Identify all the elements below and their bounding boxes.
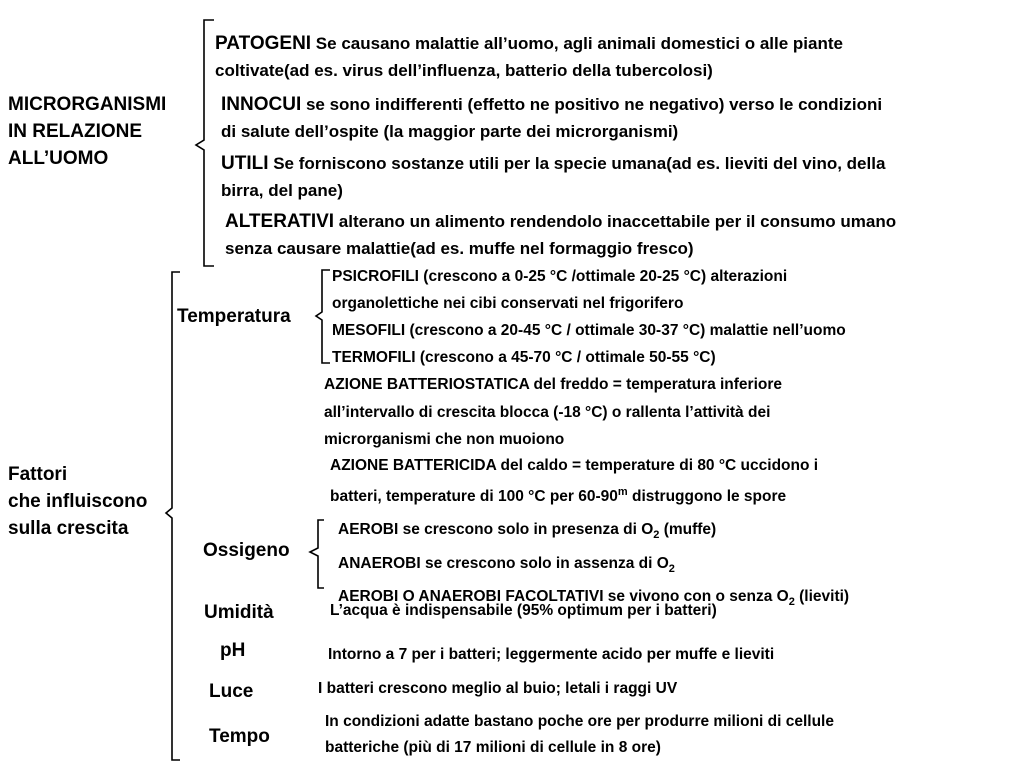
keyword-patogeni: PATOGENI <box>215 33 312 54</box>
item-alterativi: ALTERATIVI alterano un alimento rendendolo inaccettabile per il consumo umano senza causare malattie(ad es. muffe nel formaggio fresco) <box>225 211 897 258</box>
keyword-alterativi: ALTERATIVI <box>225 211 335 232</box>
ossigeno-list: AEROBI se crescono solo in presenza di $O_2$ (muffe) ANAEROBI se crescono solo in assenza di $O_2$ AEROBI O ANAEROBI FACOLTATIVI se vivono con o senza $O_2$ (lieviti) <box>338 521 850 609</box>
label-ossigeno: Ossigeno <box>203 540 290 561</box>
label-umidita: Umidità <box>204 602 274 623</box>
fattori-brace <box>166 272 180 760</box>
fattori-title: Fattori che influiscono sulla crescita <box>8 464 148 539</box>
item-innocui: INNOCUI se sono indifferenti (effetto ne positivo ne negativo) verso le condizioni di salute dell’ospite (la maggior parte dei microrganismi) <box>221 94 883 141</box>
luce-text: I batteri crescono meglio al buio; letali i raggi UV <box>318 680 678 697</box>
keyword-innocui: INNOCUI <box>221 94 302 115</box>
label-luce: Luce <box>209 681 254 702</box>
label-ph: pH <box>220 640 246 661</box>
umidita-text: L’acqua è indispensabile (95% optimum per i batteri) <box>330 602 717 619</box>
ossigeno-brace <box>310 520 324 588</box>
label-tempo: Tempo <box>209 726 270 747</box>
ph-text: Intorno a 7 per i batteri; leggermente acido per muffe e lieviti <box>328 646 775 663</box>
temperatura-list: PSICROFILI (crescono a 0-25 °C /ottimale 20-25 °C) alterazioni organolettiche nei cibi conservati nel frigorifero MESOFILI (crescono a 20-45 °C / ottimale 30-37 °C) malattie nell’uomo TERMOFILI (crescono a 45-70 °C / ottimale 50-55 °C) <box>332 268 846 366</box>
item-utili: UTILI Se forniscono sostanze utili per la specie umana(ad es. lieviti del vino, della birra, del pane) <box>221 153 886 200</box>
keyword-utili: UTILI <box>221 153 269 174</box>
temperatura-brace <box>316 270 330 363</box>
azione-batteriostatica: AZIONE BATTERIOSTATICA del freddo = temperatura inferiore all’intervallo di crescita blocca (-18 °C) o rallenta l’attività dei microrganismi che non muoiono <box>324 376 783 448</box>
tempo-text: In condizioni adatte bastano poche ore per produrre milioni di cellule batteriche (più di 17 milioni di cellule in 8 ore) <box>325 713 834 756</box>
label-temperatura: Temperatura <box>177 306 291 327</box>
item-patogeni: PATOGENI Se causano malattie all’uomo, agli animali domestici o alle piante coltivate(ad es. virus dell’influenza, batterio della tubercolosi) <box>215 33 843 80</box>
azione-battericida: AZIONE BATTERICIDA del caldo = temperature di 80 °C uccidono i batteri, temperature di 100 °C per 60-90$^m$ distruggono le spore <box>330 457 819 506</box>
microrganismi-brace <box>196 20 214 266</box>
microrganismi-title: MICRORGANISMI IN RELAZIONE ALL’UOMO <box>8 94 167 169</box>
